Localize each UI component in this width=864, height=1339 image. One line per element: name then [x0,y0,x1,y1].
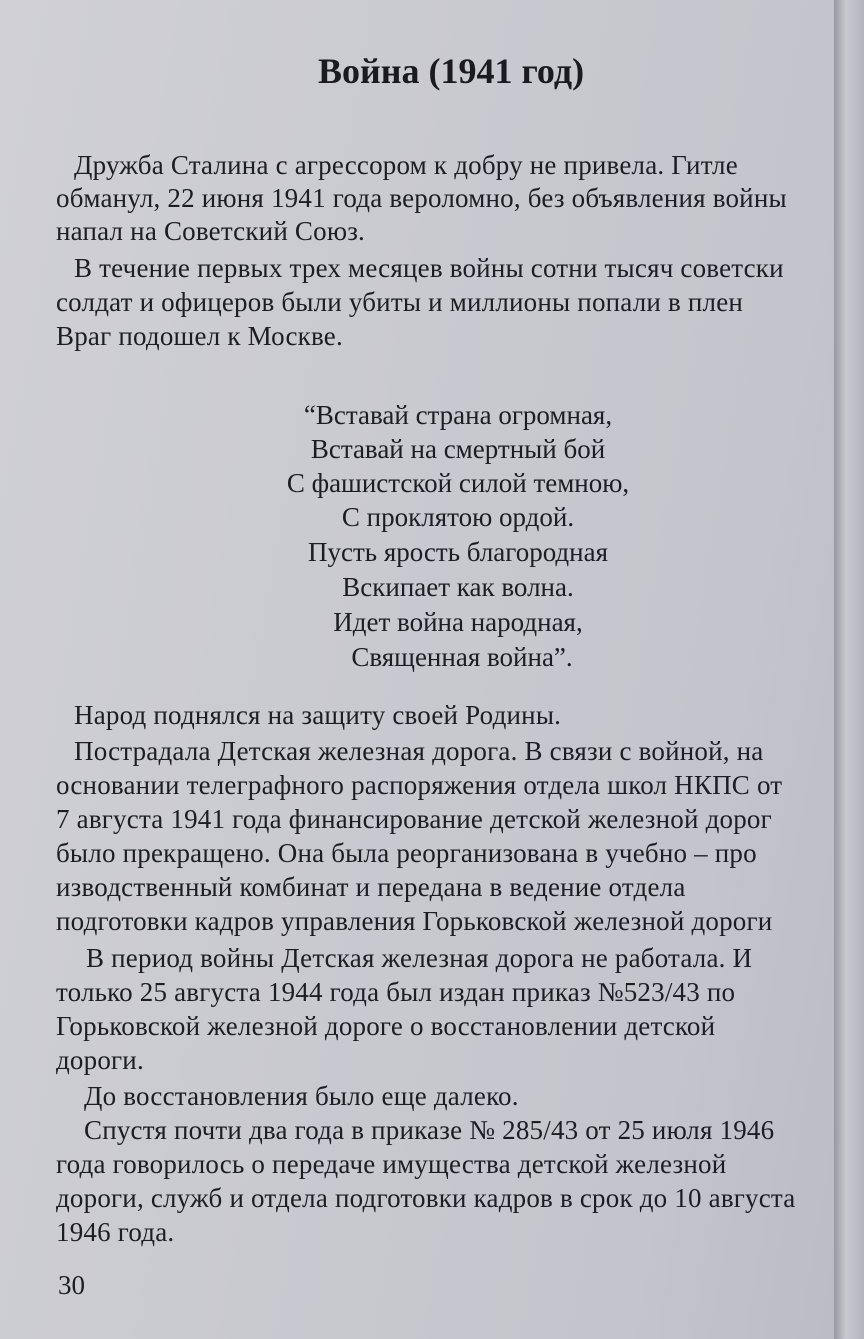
paragraph-1-line-3: напал на Советский Союз. [56,216,366,246]
paragraph-7-line-3: дороги, служб и отдела подготовки кадров в срок до 10 августа [56,1183,796,1213]
paragraph-4-line-4: было прекращено. Она была реорганизована в учебно – про [56,838,757,868]
verse-line-3: С фашистской силой темною, [286,468,630,498]
verse-line-1: “Вставай страна огромная, [303,400,613,430]
paragraph-2-line-1: В течение первых трех месяцев войны сотни тысяч советски [74,253,784,283]
page-number: 30 [58,1270,85,1300]
paragraph-5-line-4: дороги. [56,1045,144,1075]
page-title: Война (1941 год) [318,51,585,91]
verse-line-6: Вскипает как волна. [342,572,574,602]
paragraph-5-line-2: только 25 августа 1944 года был издан приказ №523/43 по [56,977,736,1007]
verse-line-7: Идет война народная, [333,607,583,637]
verse-line-2: Вставай на смертный бой [310,434,606,464]
verse-line-5: Пусть ярость благородная [307,537,609,567]
paragraph-5-line-3: Горьковской железной дороге о восстановлении детской [56,1011,716,1041]
paragraph-5-line-1: В период войны Детская железная дорога не работала. И [86,943,753,973]
paragraph-2-line-3: Враг подошел к Москве. [56,321,343,351]
paragraph-4-line-1: Пострадала Детская железная дорога. В связи с войной, на [74,736,764,766]
book-gutter-edge [834,0,864,1339]
paragraph-7-line-2: года говорилось о передаче имущества детской железной [56,1149,727,1179]
paragraph-3-line-1: Народ поднялся на защиту своей Родины. [74,700,562,730]
paragraph-6-line-1: До восстановления было еще далеко. [84,1081,519,1111]
paragraph-4-line-3: 7 августа 1941 года финансирование детской железной дорог [56,804,772,834]
paragraph-7-line-1: Спустя почти два года в приказе № 285/43 от 25 июля 1946 [84,1115,775,1145]
paragraph-4-line-2: основании телеграфного распоряжения отдела школ НКПС от [56,770,783,800]
verse-line-8: Священная война”. [351,642,573,672]
paragraph-7-line-4: 1946 года. [56,1217,175,1247]
paragraph-1-line-1: Дружба Сталина с агрессором к добру не привела. Гитле [74,150,738,180]
verse-line-4: С проклятою ордой. [341,502,575,532]
paragraph-4-line-6: подготовки кадров управления Горьковской железной дороги [56,906,773,936]
paragraph-1-line-2: обманул, 22 июня 1941 года вероломно, без объявления войны [56,183,787,213]
paragraph-2-line-2: солдат и офицеров были убиты и миллионы попали в плен [56,287,744,317]
paragraph-4-line-5: изводственный комбинат и передана в ведение отдела [56,872,686,902]
